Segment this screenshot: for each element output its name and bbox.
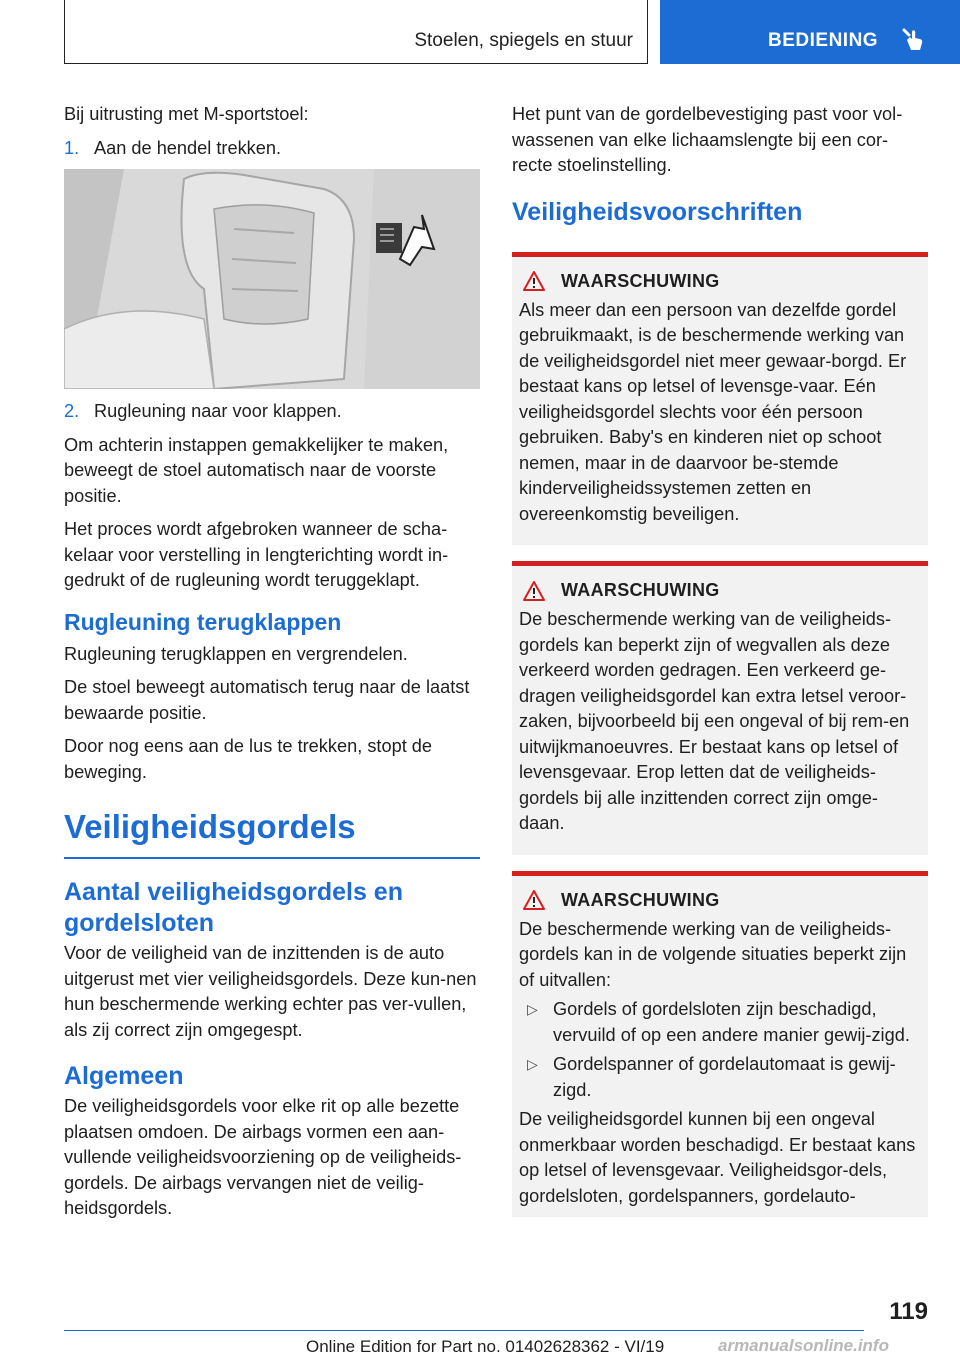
warning-title: WAARSCHUWING bbox=[561, 580, 720, 600]
paragraph: Rugleuning terugklappen en vergrendelen. bbox=[64, 643, 408, 664]
warning-header bbox=[519, 890, 921, 911]
page-number: 119 bbox=[889, 1298, 928, 1325]
warning-box bbox=[512, 871, 928, 1218]
bullet-item bbox=[519, 1052, 921, 1103]
warning-text: De beschermende werking van de veiligheids-gordels kan in de volgende situaties beperkt zijn of uitvallen: bbox=[519, 918, 907, 990]
intro-text: Bij uitrusting met M-sportstoel: bbox=[64, 104, 309, 124]
header-section-box bbox=[64, 0, 648, 64]
warning-text: De veiligheidsgordel kunnen bij een ongeval onmerkbaar worden beschadigd. Er bestaat kans op letsel of levensgevaar. Veiligheidsgor-dels, gordelsloten, gordelspanners, gordelauto- bbox=[519, 1109, 916, 1206]
algemeen-heading: Algemeen bbox=[64, 1062, 184, 1090]
paragraph: De stoel beweegt automatisch terug naar de laatst bewaarde positie. bbox=[64, 677, 470, 723]
edition-text: Online Edition for Part no. 01402628362 - VI/19 bbox=[306, 1337, 665, 1356]
step-text: Aan de hendel trekken. bbox=[94, 137, 282, 158]
warning-text: Als meer dan een persoon van dezelfde gordel gebruikmaakt, is de beschermende werking van de veiligheidsgordel niet meer gewaar-borgd. Er bestaat kans op letsel of levensge-vaar. Eén veiligheidsgordel slechts voor één persoon gebruiken. Baby's en kinderen niet op schoot nemen, maar in de daarvoor be-stemde kinderveiligheidssystemen zetten en overeenkomstig beveiligen. bbox=[519, 299, 907, 524]
rugleuning-heading: Rugleuning terugklappen bbox=[64, 608, 342, 635]
triangle-bullet-icon: ▷ bbox=[527, 1056, 538, 1072]
safety-heading: Veiligheidsvoorschriften bbox=[512, 197, 803, 226]
warning-triangle-icon bbox=[523, 271, 545, 291]
intro-text: Het punt van de gordelbevestiging past voor vol-wassenen van elke lichaamslengte bij een cor-recte stoelinstelling. bbox=[512, 104, 903, 175]
header-section-title: Stoelen, spiegels en stuur bbox=[414, 30, 633, 51]
paragraph: De veiligheidsgordels voor elke rit op alle bezette plaatsen omdoen. De airbags vormen een aan-vullende veiligheidsvoorziening op de veiligheids-gordels. De airbags vervangen niet de veilig-heidsgordels. bbox=[64, 1096, 462, 1218]
footer-divider bbox=[64, 1330, 864, 1331]
warning-text: De beschermende werking van de veiligheids-gordels kan beperkt zijn of wegvallen als deze verkeerd worden gedragen. Een verkeerd ge-dragen veiligheidsgordel kan extra letsel veroor-zaken, bijvoorbeeld bij een ongeval of bij rem-en uitwijkmanoeuvres. Er bestaat kans op letsel of levensgevaar. Erop letten dat de veiligheids-gordels bij alle inzittenden correct zijn omge-daan. bbox=[519, 609, 910, 833]
step-text: Rugleuning naar voor klappen. bbox=[94, 401, 342, 421]
watermark-text: armanualsonline.info bbox=[718, 1336, 889, 1355]
chapter-tab-label: BEDIENING bbox=[768, 30, 879, 51]
left-column bbox=[64, 102, 480, 1230]
aantal-heading: Aantal veiligheidsgordels en gordelsloten bbox=[64, 878, 403, 937]
warning-box bbox=[512, 252, 928, 546]
triangle-bullet-icon: ▷ bbox=[527, 1001, 538, 1017]
warning-title: WAARSCHUWING bbox=[561, 889, 720, 910]
paragraph: Om achterin instappen gemakkelijker te maken, beweegt de stoel automatisch naar de voorste positie. bbox=[64, 434, 449, 506]
right-column bbox=[512, 102, 928, 1217]
section-title: Veiligheidsgordels bbox=[64, 807, 480, 859]
step-number: 2. bbox=[64, 401, 80, 421]
seat-lever-photo bbox=[64, 169, 480, 389]
paragraph: Door nog eens aan de lus te trekken, stopt de beweging. bbox=[64, 736, 433, 782]
chapter-tab[interactable] bbox=[660, 0, 960, 64]
step-item bbox=[64, 399, 480, 425]
warning-triangle-icon bbox=[523, 581, 545, 601]
warning-header bbox=[519, 580, 921, 601]
warning-box bbox=[512, 561, 928, 855]
warning-header bbox=[519, 271, 921, 292]
bullet-text: Gordelspanner of gordelautomaat is gewij-zigd. bbox=[553, 1054, 896, 1100]
paragraph: Voor de veiligheid van de inzittenden is de auto uitgerust met vier veiligheidsgordels. Deze kun-nen hun beschermende werking echter pas ver-vullen, als zij correct zijn omgegespt. bbox=[64, 943, 477, 1040]
step-item bbox=[64, 136, 480, 162]
paragraph: Het proces wordt afgebroken wanneer de scha-kelaar voor verstelling in lengterichting wordt in-gedrukt of de rugleuning wordt teruggeklapt. bbox=[64, 519, 449, 590]
warning-title: WAARSCHUWING bbox=[561, 270, 720, 291]
bullet-text: Gordels of gordelsloten zijn beschadigd, vervuild of op een andere manier gewij-zigd. bbox=[553, 999, 910, 1045]
warning-triangle-icon bbox=[523, 890, 545, 910]
hand-pointer-icon bbox=[900, 26, 926, 52]
step-number: 1. bbox=[64, 137, 80, 158]
bullet-item bbox=[519, 997, 921, 1048]
